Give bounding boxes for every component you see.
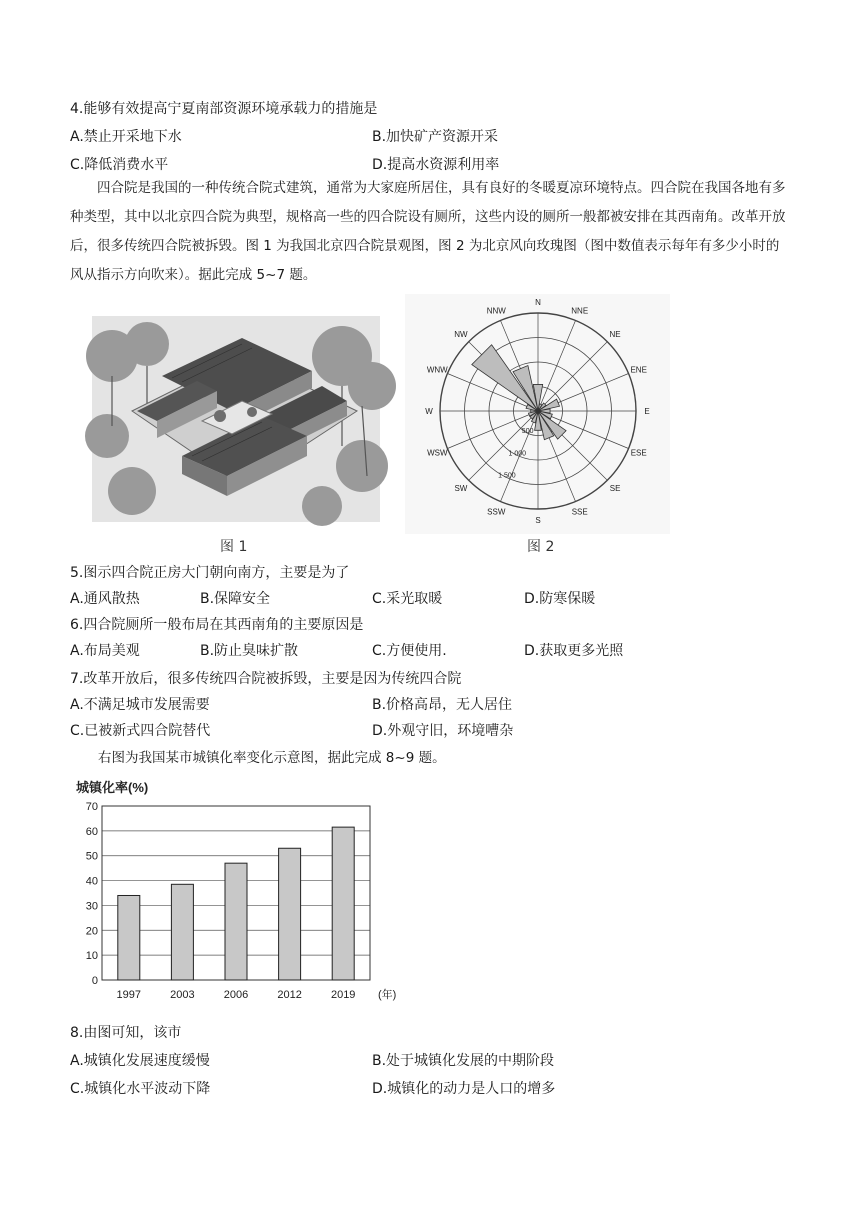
rose-direction-label: E bbox=[644, 407, 650, 416]
rose-direction-label: SW bbox=[454, 484, 468, 494]
bar-1997 bbox=[118, 895, 140, 980]
rose-ring-label: 1 000 bbox=[508, 450, 527, 458]
q8-stem: 8.由图可知，该市 bbox=[70, 1025, 182, 1041]
rose-direction-label: ENE bbox=[630, 365, 647, 375]
rose-direction-label: NE bbox=[609, 329, 621, 339]
q5-option-a: A.通风散热 bbox=[70, 591, 140, 607]
rose-direction-label: SSW bbox=[487, 507, 506, 517]
figure-1-caption: 图 1 bbox=[220, 539, 248, 555]
rose-direction-label: WNW bbox=[426, 365, 448, 375]
q5-option-c: C.采光取暖 bbox=[372, 591, 443, 607]
bar-x-axis-unit: (年) bbox=[378, 989, 397, 1001]
q4-option-c: C.降低消费水平 bbox=[70, 157, 169, 173]
q6-stem: 6.四合院厕所一般布局在其西南角的主要原因是 bbox=[70, 617, 364, 633]
q4-option-a: A.禁止开采地下水 bbox=[70, 129, 182, 145]
siheyuan-illustration bbox=[92, 316, 380, 522]
q7-option-c: C.已被新式四合院替代 bbox=[70, 723, 211, 739]
rose-direction-label: N bbox=[535, 298, 541, 307]
rose-direction-label: SSE bbox=[571, 507, 588, 517]
intro-paragraph-siheyuan: 四合院是我国的一种传统合院式建筑，通常为大家庭所居住，具有良好的冬暖夏凉环境特点。四合院在我国各地有多种类型，其中以北京四合院为典型，规格高一些的四合院设有厕所，这些内设的厕所一般都被安排在其西南角。改革开放后，很多传统四合院被拆毁。图 1 为我国北京四合院景观图，图 2 为北京风向玫瑰图（图中数值表示每年有多少小时的风从指示方向吹来）。据此完成 5~7 题。 bbox=[70, 180, 786, 283]
bar-2012 bbox=[279, 848, 301, 980]
rose-direction-label: W bbox=[425, 407, 433, 416]
bar-y-tick-label: 30 bbox=[85, 900, 98, 913]
bar-y-tick-label: 20 bbox=[85, 925, 98, 938]
figure-2-caption: 图 2 bbox=[527, 539, 555, 555]
q8-option-c: C.城镇化水平波动下降 bbox=[70, 1081, 211, 1097]
bar-x-tick-label: 2019 bbox=[330, 989, 356, 1001]
q8-option-b: B.处于城镇化发展的中期阶段 bbox=[372, 1053, 555, 1069]
q6-option-d: D.获取更多光照 bbox=[524, 643, 624, 659]
wind-rose-chart bbox=[405, 294, 670, 534]
q7-option-a: A.不满足城市发展需要 bbox=[70, 697, 210, 713]
rose-direction-label: NNE bbox=[571, 306, 589, 316]
bar-y-tick-label: 0 bbox=[91, 975, 98, 987]
q8-option-d: D.城镇化的动力是人口的增多 bbox=[372, 1081, 556, 1097]
rose-direction-label: SE bbox=[609, 484, 621, 494]
rose-direction-label: S bbox=[535, 516, 541, 525]
bar-y-tick-label: 60 bbox=[85, 825, 98, 838]
rose-ring-label: 1 500 bbox=[498, 472, 516, 480]
q6-option-b: B.防止臭味扩散 bbox=[200, 643, 299, 659]
bar-y-tick-label: 10 bbox=[85, 950, 98, 963]
rose-ring-label: 500 bbox=[521, 428, 534, 436]
bar-2003 bbox=[171, 884, 193, 980]
bar-2019 bbox=[332, 827, 354, 980]
q4-option-b: B.加快矿产资源开采 bbox=[372, 129, 499, 145]
rose-direction-label: NW bbox=[454, 329, 468, 339]
q7-option-b: B.价格高昂，无人居住 bbox=[372, 697, 513, 713]
q4-option-d: D.提高水资源利用率 bbox=[372, 157, 500, 173]
bar-x-tick-label: 2006 bbox=[223, 989, 249, 1001]
q6-option-a: A.布局美观 bbox=[70, 643, 140, 659]
bar-x-tick-label: 1997 bbox=[116, 989, 142, 1001]
q5-stem: 5.图示四合院正房大门朝向南方，主要是为了 bbox=[70, 565, 350, 581]
q7-stem: 7.改革开放后，很多传统四合院被拆毁，主要是因为传统四合院 bbox=[70, 671, 462, 687]
bar-y-tick-label: 40 bbox=[85, 875, 98, 888]
bar-2006 bbox=[225, 863, 247, 980]
urbanization-bar-chart bbox=[70, 774, 397, 1004]
q5-option-d: D.防寒保暖 bbox=[524, 591, 596, 607]
bar-x-tick-label: 2003 bbox=[170, 989, 195, 1001]
bar-y-tick-label: 70 bbox=[85, 801, 98, 813]
rose-direction-label: ESE bbox=[630, 448, 647, 458]
rose-direction-label: WSW bbox=[427, 448, 448, 458]
q7-option-d: D.外观守旧，环境嘈杂 bbox=[372, 723, 514, 739]
bar-y-tick-label: 50 bbox=[85, 850, 98, 863]
q6-option-c: C.方便使用. bbox=[372, 643, 447, 659]
rose-direction-label: NNW bbox=[486, 306, 506, 316]
bar-chart-title: 城镇化率(%) bbox=[76, 780, 149, 795]
q8-option-a: A.城镇化发展速度缓慢 bbox=[70, 1053, 210, 1069]
q4-stem: 4.能够有效提高宁夏南部资源环境承载力的措施是 bbox=[70, 101, 378, 117]
bar-x-tick-label: 2012 bbox=[277, 989, 302, 1001]
q5-option-b: B.保障安全 bbox=[200, 591, 271, 607]
intro-paragraph-urbanization: 右图为我国某市城镇化率变化示意图，据此完成 8~9 题。 bbox=[98, 750, 446, 766]
